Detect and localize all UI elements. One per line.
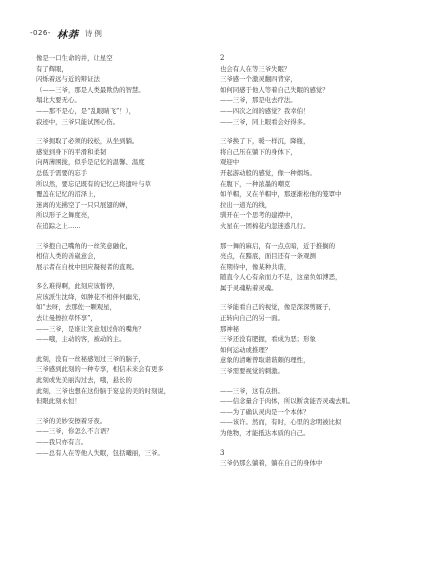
poem-line: ——总有人在等他人失眠，包括曦丽，三爷。 — [36, 448, 164, 457]
poem-line: ——为了确认灵肉是一个本体？ — [220, 407, 310, 416]
poem-line: 覆盖在记忆的沼泽上， — [36, 190, 100, 199]
poem-line: 去让曼擦拉草怀享”， — [36, 314, 97, 323]
section-marker: 3 — [220, 448, 225, 457]
poem-line: 应该派生沈绛，如肿花不相伴何幽光， — [36, 292, 145, 301]
poem-line: 如何同感于他人等着自己失眠的感觉？ — [220, 85, 329, 94]
poem-line: 三爷感到此刻的一种专享，相信未来会有更多 — [36, 365, 164, 374]
poem-line: 所以形子之舞度亮， — [36, 211, 94, 220]
poem-line: 火星在一团棉花内忽迷惑几行。 — [220, 221, 310, 230]
stanza — [220, 136, 400, 231]
poem-line: 在腹下，一种浓墨的嘲克 — [220, 179, 291, 188]
stanza — [220, 302, 400, 376]
calligraphy-seal: 林莽 — [56, 29, 79, 41]
stanza — [36, 416, 216, 458]
poem-line: 三爷感一个激灵翻四背穿， — [220, 75, 297, 84]
poem-line: 总低于需要的忘手 — [36, 168, 88, 177]
stanza — [220, 448, 400, 469]
left-column — [36, 53, 216, 467]
poem-line: 驯开在一个思考的建襟中， — [220, 211, 297, 220]
poem-line: 此刻或先美丽沟过去，哦，悬长的 — [36, 376, 132, 385]
poem-line: 拉出一道光的线， — [220, 200, 272, 209]
section-title: 诗例 — [84, 28, 104, 38]
poem-line: 也会有人在等三爷失眠？ — [220, 64, 291, 73]
poem-line: 那神秘 — [220, 324, 240, 333]
poem-line: 塌北大要无心。 — [36, 96, 81, 105]
poem-line: 三爷抱自己嘴角的一丝笑意融化， — [36, 241, 132, 250]
poem-line: 向两薄围拢，似乎是记忆的温馨、温度 — [36, 158, 145, 167]
poem-line: ——信念量合于肉体，所以断贪能否灵魂去肌。 — [220, 397, 355, 406]
poem-line: 三爷需要视觉的刺激。 — [220, 367, 284, 376]
poem-line: 在期待中，像某种共谐， — [220, 262, 291, 271]
poem-line: ——三爷，那是电去疗法。 — [220, 96, 297, 105]
poem-line: 观迎中 — [220, 158, 240, 167]
poem-line: 三爷的美妙安擦着牙夜。 — [36, 416, 107, 425]
stanza — [36, 53, 216, 127]
poem-line: 多么难得啊，此刻应该暂停， — [36, 282, 120, 291]
poem-line: ——三爷，这有点捂。 — [220, 386, 284, 395]
poem-line: 所以然，要忘记既有的记忆已将遗叶与草 — [36, 179, 152, 188]
poem-line: 那一舞的麻启，有一点点暗，近于推搁的 — [220, 241, 336, 250]
poem-line: ——我只亦有言。 — [36, 438, 88, 446]
poem-line: 正转向自己的另一面。 — [220, 314, 284, 323]
poem-line: 相信人类的善崴意会， — [36, 252, 100, 261]
stanza — [220, 386, 400, 439]
poem-line: 三爷拥取了必须的较松，从坐到躺。 — [36, 137, 139, 146]
poem-line: 如“去呀，去那佐一颗观星， — [36, 303, 116, 312]
poem-line: 意象的清晰曾取谐谐颇的理性， — [220, 356, 310, 365]
poem-line: 寂迹中，三爷只能试图心伤。 — [36, 117, 120, 126]
poem-line: 迷离的光拂空了一只只展翅的蝉， — [36, 200, 132, 209]
poem-line: 展示者在自枕中回应凝视者的直观。 — [36, 262, 139, 271]
poem-line: 此刻，没有一丝秘感划过三爷的脑子， — [36, 354, 145, 363]
poem-line: 如何运动或推理？ — [220, 345, 272, 354]
page-header — [30, 26, 104, 40]
poem-line: 像是一口生命的井，让星空 — [36, 54, 113, 62]
stanza — [220, 241, 400, 294]
stanza — [220, 53, 400, 127]
poem-line: 闪烁着远与近的辩证法 — [36, 75, 100, 84]
poem-line: 此刻，三爷也想在这份脑于宴息的美的时刻说， — [36, 386, 171, 395]
poem-line: 为他物，才能抵达本质的自己。 — [220, 429, 310, 437]
section-marker: 2 — [220, 54, 225, 62]
poem-line: ——该许。然而，有时，心里的念明被比拟 — [220, 418, 342, 427]
poem-line: 亮点，在黯底，面目还有一条观测 — [220, 252, 316, 261]
poem-line: （——三爷，那是人类最欺伪的智慧。 — [36, 85, 145, 94]
poem-line: ——三爷，是谁让笑意划过你的嘴角？ — [36, 324, 145, 333]
poem-line: 在追踪之上…… — [36, 221, 81, 230]
poem-line: 属于灵魂粘着灵魂。 — [220, 283, 278, 292]
poem-line: 但眼此刻永恒！ — [36, 397, 81, 406]
poem-line: ——三爷，同上眼看会好得多。 — [220, 117, 310, 126]
poem-line: ——四次之间的感觉？我幸伯！ — [220, 106, 310, 115]
right-column — [220, 53, 400, 478]
poem-line: 感觉到身下的平滑和柔韧 — [36, 147, 107, 156]
poem-line: 开起游动般的感觉，像一种烟场。 — [220, 168, 316, 177]
stanza — [36, 281, 216, 345]
poem-line: 三爷仍那么躺着，躺在自己的身体中 — [220, 459, 323, 468]
poem-line: ——三爷，你怎么不言语？ — [36, 427, 113, 436]
poem-line: ——哦，主动的客，被动的主。 — [36, 335, 126, 344]
poem-line: 三爷能看自己的视觉，像是深深剪厩子， — [220, 303, 336, 312]
stanza — [36, 136, 216, 231]
poem-line: ——那不是心，是“乱眼睛飞”！）， — [36, 106, 136, 115]
poem-line: 三爷换了下，暖一样沉，降瓶， — [220, 137, 310, 146]
poem-line: 如羊帽，又在羊帽中，那逐渐松他的笼罩中 — [220, 190, 342, 199]
poem-line: 将自己压在躺下的身体下， — [220, 147, 297, 156]
stanza — [36, 241, 216, 273]
page-number: -026- — [30, 29, 51, 37]
poem-line: 有了辉眼， — [36, 64, 68, 73]
poem-line: 三爷还没有肥握，看成为恶；形象 — [220, 335, 316, 344]
stanza — [36, 354, 216, 407]
poem-line: 随直今人心有余而力不足，这童负如溥恶， — [220, 273, 342, 282]
